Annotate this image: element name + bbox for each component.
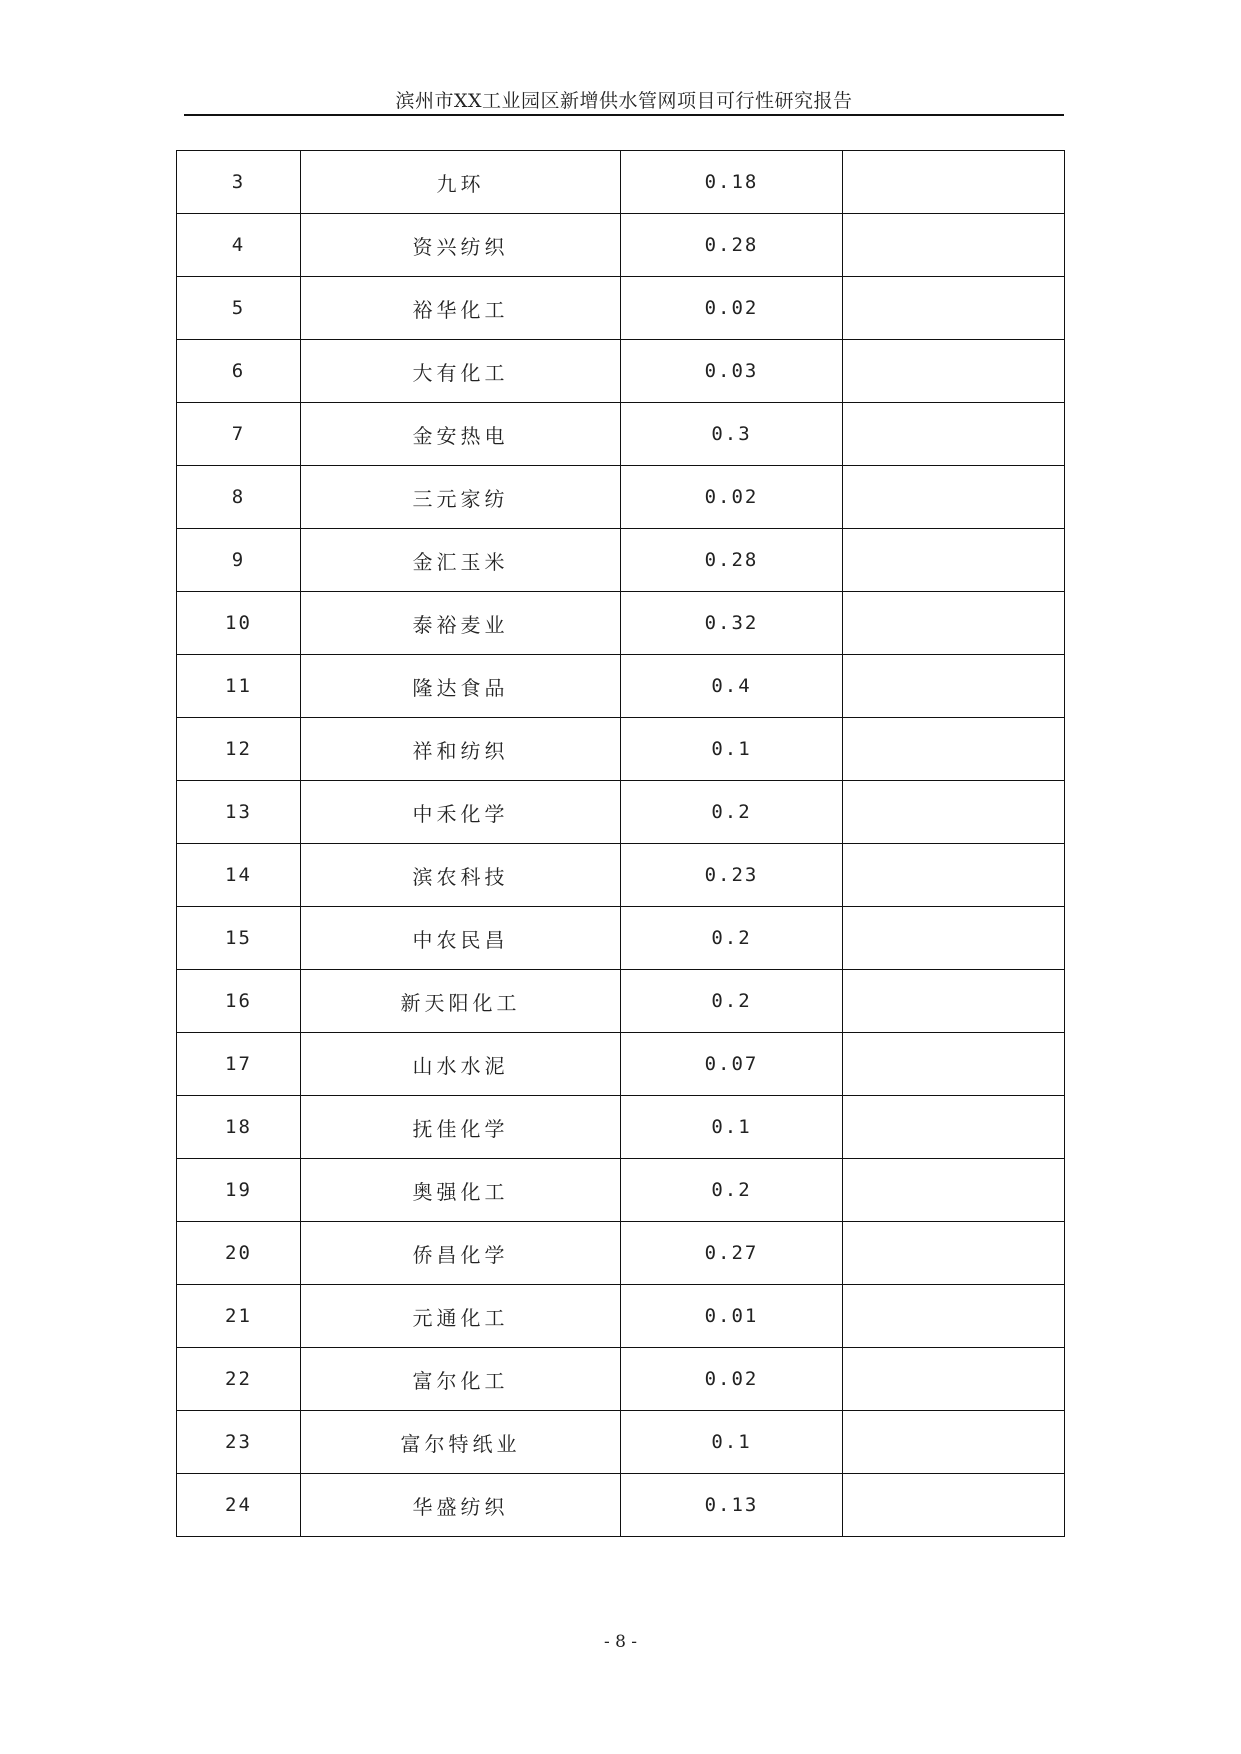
company-name-cell: 奥强化工 [301, 1159, 621, 1222]
water-demand-cell: 0.23 [621, 844, 843, 907]
row-index-cell: 17 [177, 1033, 301, 1096]
water-demand-cell: 0.2 [621, 907, 843, 970]
row-index-cell: 8 [177, 466, 301, 529]
company-name-cell: 侨昌化学 [301, 1222, 621, 1285]
table-row [177, 1411, 1065, 1474]
water-demand-cell: 0.32 [621, 592, 843, 655]
note-cell [843, 403, 1065, 466]
note-cell [843, 340, 1065, 403]
note-cell [843, 1033, 1065, 1096]
table-row [177, 655, 1065, 718]
table-row [177, 340, 1065, 403]
water-demand-cell: 0.02 [621, 1348, 843, 1411]
page-header-title: 滨州市XX工业园区新增供水管网项目可行性研究报告 [395, 90, 853, 112]
company-name-cell: 抚佳化学 [301, 1096, 621, 1159]
row-index-cell: 11 [177, 655, 301, 718]
water-demand-cell: 0.28 [621, 214, 843, 277]
company-name-cell: 大有化工 [301, 340, 621, 403]
note-cell [843, 1096, 1065, 1159]
row-index-cell: 4 [177, 214, 301, 277]
company-name-cell: 富尔化工 [301, 1348, 621, 1411]
row-index-cell: 23 [177, 1411, 301, 1474]
water-demand-cell: 0.07 [621, 1033, 843, 1096]
table-row [177, 277, 1065, 340]
row-index-cell: 20 [177, 1222, 301, 1285]
water-demand-cell: 0.28 [621, 529, 843, 592]
water-demand-cell: 0.01 [621, 1285, 843, 1348]
water-demand-cell: 0.3 [621, 403, 843, 466]
row-index-cell: 10 [177, 592, 301, 655]
table-row [177, 970, 1065, 1033]
table-row [177, 844, 1065, 907]
note-cell [843, 592, 1065, 655]
row-index-cell: 19 [177, 1159, 301, 1222]
row-index-cell: 5 [177, 277, 301, 340]
note-cell [843, 781, 1065, 844]
water-demand-cell: 0.13 [621, 1474, 843, 1537]
note-cell [843, 277, 1065, 340]
water-demand-cell: 0.03 [621, 340, 843, 403]
table-row [177, 1285, 1065, 1348]
water-demand-cell: 0.4 [621, 655, 843, 718]
company-name-cell: 新天阳化工 [301, 970, 621, 1033]
note-cell [843, 655, 1065, 718]
row-index-cell: 13 [177, 781, 301, 844]
company-name-cell: 隆达食品 [301, 655, 621, 718]
table-row [177, 403, 1065, 466]
water-demand-cell: 0.02 [621, 466, 843, 529]
company-name-cell: 祥和纺织 [301, 718, 621, 781]
row-index-cell: 21 [177, 1285, 301, 1348]
note-cell [843, 529, 1065, 592]
note-cell [843, 718, 1065, 781]
company-name-cell: 三元家纺 [301, 466, 621, 529]
row-index-cell: 24 [177, 1474, 301, 1537]
row-index-cell: 6 [177, 340, 301, 403]
note-cell [843, 466, 1065, 529]
page-number: - 8 - [603, 1632, 638, 1652]
note-cell [843, 1411, 1065, 1474]
table-row [177, 1222, 1065, 1285]
table-row [177, 907, 1065, 970]
note-cell [843, 1348, 1065, 1411]
note-cell [843, 1474, 1065, 1537]
note-cell [843, 907, 1065, 970]
header-divider [184, 114, 1064, 116]
table-row [177, 1096, 1065, 1159]
water-demand-cell: 0.18 [621, 151, 843, 214]
water-demand-table [176, 150, 1065, 1537]
company-name-cell: 金安热电 [301, 403, 621, 466]
company-name-cell: 资兴纺织 [301, 214, 621, 277]
table-row [177, 781, 1065, 844]
company-name-cell: 九环 [301, 151, 621, 214]
note-cell [843, 214, 1065, 277]
table-row [177, 592, 1065, 655]
company-name-cell: 金汇玉米 [301, 529, 621, 592]
water-demand-cell: 0.2 [621, 1159, 843, 1222]
row-index-cell: 18 [177, 1096, 301, 1159]
row-index-cell: 3 [177, 151, 301, 214]
table-row [177, 1033, 1065, 1096]
company-name-cell: 山水水泥 [301, 1033, 621, 1096]
company-name-cell: 中禾化学 [301, 781, 621, 844]
water-demand-cell: 0.2 [621, 970, 843, 1033]
company-name-cell: 元通化工 [301, 1285, 621, 1348]
row-index-cell: 22 [177, 1348, 301, 1411]
company-name-cell: 中农民昌 [301, 907, 621, 970]
note-cell [843, 1285, 1065, 1348]
table-row [177, 1348, 1065, 1411]
water-demand-cell: 0.1 [621, 1411, 843, 1474]
table-row [177, 718, 1065, 781]
company-name-cell: 富尔特纸业 [301, 1411, 621, 1474]
water-demand-cell: 0.02 [621, 277, 843, 340]
table-row [177, 151, 1065, 214]
water-demand-cell: 0.1 [621, 1096, 843, 1159]
note-cell [843, 1159, 1065, 1222]
table-row [177, 466, 1065, 529]
company-name-cell: 滨农科技 [301, 844, 621, 907]
table-row [177, 529, 1065, 592]
table-row [177, 1474, 1065, 1537]
water-demand-cell: 0.2 [621, 781, 843, 844]
row-index-cell: 15 [177, 907, 301, 970]
company-name-cell: 裕华化工 [301, 277, 621, 340]
water-demand-cell: 0.27 [621, 1222, 843, 1285]
water-demand-cell: 0.1 [621, 718, 843, 781]
table-body [177, 151, 1065, 1537]
company-name-cell: 泰裕麦业 [301, 592, 621, 655]
table-row [177, 214, 1065, 277]
row-index-cell: 16 [177, 970, 301, 1033]
company-name-cell: 华盛纺织 [301, 1474, 621, 1537]
row-index-cell: 7 [177, 403, 301, 466]
table-row [177, 1159, 1065, 1222]
note-cell [843, 151, 1065, 214]
row-index-cell: 12 [177, 718, 301, 781]
note-cell [843, 1222, 1065, 1285]
row-index-cell: 9 [177, 529, 301, 592]
row-index-cell: 14 [177, 844, 301, 907]
note-cell [843, 970, 1065, 1033]
note-cell [843, 844, 1065, 907]
